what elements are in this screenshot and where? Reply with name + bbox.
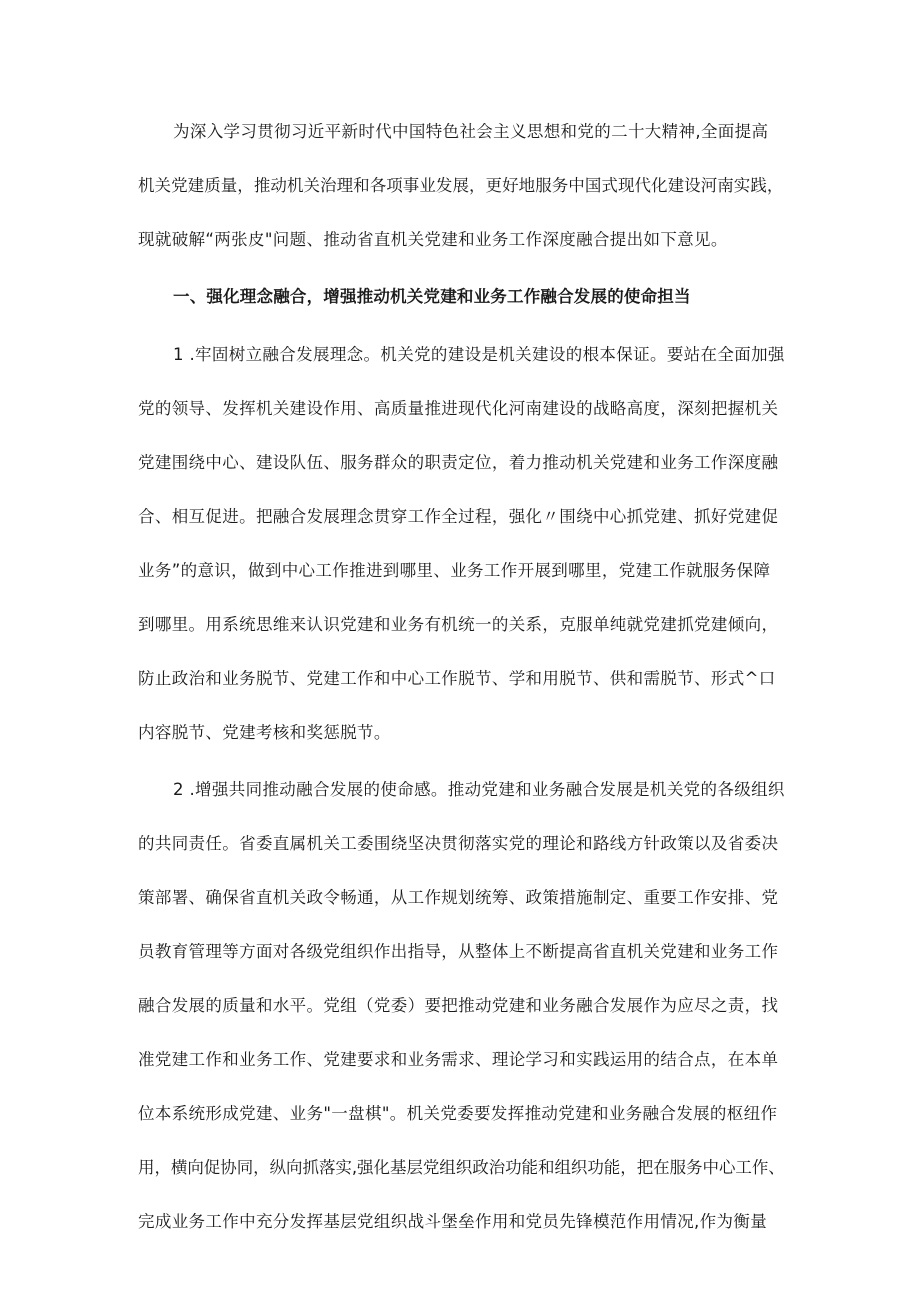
intro-line: 现就破解“两张皮"问题、推动省直机关党建和业务工作深度融合提出如下意见。 bbox=[138, 230, 728, 249]
paragraph-line: 的共同责任。省委直属机关工委围绕坚决贯彻落实党的理论和路线方针政策以及省委决 bbox=[138, 834, 779, 853]
paragraph-line: 用，横向促协同，纵向抓落实,强化基层党组织政治功能和组织功能，把在服务中心工作、 bbox=[138, 1158, 785, 1177]
paragraph-line: 内容脱节、党建考核和奖惩脱节。 bbox=[138, 723, 391, 742]
intro-line: 机关党建质量，推动机关治理和各项事业发展，更好地服务中国式现代化建设河南实践， bbox=[138, 176, 784, 195]
paragraph-line: 位本系统形成党建、业务"一盘棋"。机关党委要发挥推动党建和业务融合发展的枢纽作 bbox=[138, 1104, 778, 1123]
paragraph-line: 准党建工作和业务工作、党建要求和业务需求、理论学习和实践运用的结合点，在本单 bbox=[138, 1050, 779, 1069]
paragraph-line: 完成业务工作中充分发挥基层党组织战斗堡垒作用和党员先锋模范作用情况,作为衡量 bbox=[138, 1212, 768, 1231]
paragraph-line: 合、相互促进。把融合发展理念贯穿工作全过程，强化〃围绕中心抓党建、抓好党建促 bbox=[138, 507, 779, 526]
paragraph-line: 防止政治和业务脱节、党建工作和中心工作脱节、学和用脱节、供和需脱节、形式^口 bbox=[138, 669, 776, 688]
paragraph-line: 业务”的意识，做到中心工作推进到哪里、业务工作开展到哪里，党建工作就服务保障 bbox=[138, 561, 771, 580]
paragraph-line: 到哪里。用系统思维来认识党建和业务有机统一的关系，克服单纯就党建抓党建倾向， bbox=[138, 615, 779, 634]
paragraph-line: 策部署、确保省直机关政令畅通，从工作规划统筹、政策措施制定、重要工作安排、党 bbox=[138, 888, 779, 907]
paragraph-line: 融合发展的质量和水平。党组（党委）要把推动党建和业务融合发展作为应尽之责，找 bbox=[138, 996, 779, 1015]
intro-line: 为深入学习贯彻习近平新时代中国特色社会主义思想和党的二十大精神,全面提高 bbox=[173, 122, 769, 141]
paragraph-line: 2 .增强共同推动融合发展的使命感。推动党建和业务融合发展是机关党的各级组织 bbox=[173, 780, 785, 799]
paragraph-line: 员教育管理等方面对各级党组织作出指导，从整体上不断提高省直机关党建和业务工作 bbox=[138, 942, 779, 961]
section-heading: 一、强化理念融合，增强推动机关党建和业务工作融合发展的使命担当 bbox=[173, 287, 691, 306]
paragraph-line: 1 .牢固树立融合发展理念。机关党的建设是机关建设的根本保证。要站在全面加强 bbox=[173, 345, 785, 364]
paragraph-line: 党的领导、发挥机关建设作用、高质量推进现代化河南建设的战略高度，深刻把握机关 bbox=[138, 399, 779, 418]
paragraph-line: 党建围绕中心、建设队伍、服务群众的职责定位，着力推动机关党建和业务工作深度融 bbox=[138, 453, 779, 472]
